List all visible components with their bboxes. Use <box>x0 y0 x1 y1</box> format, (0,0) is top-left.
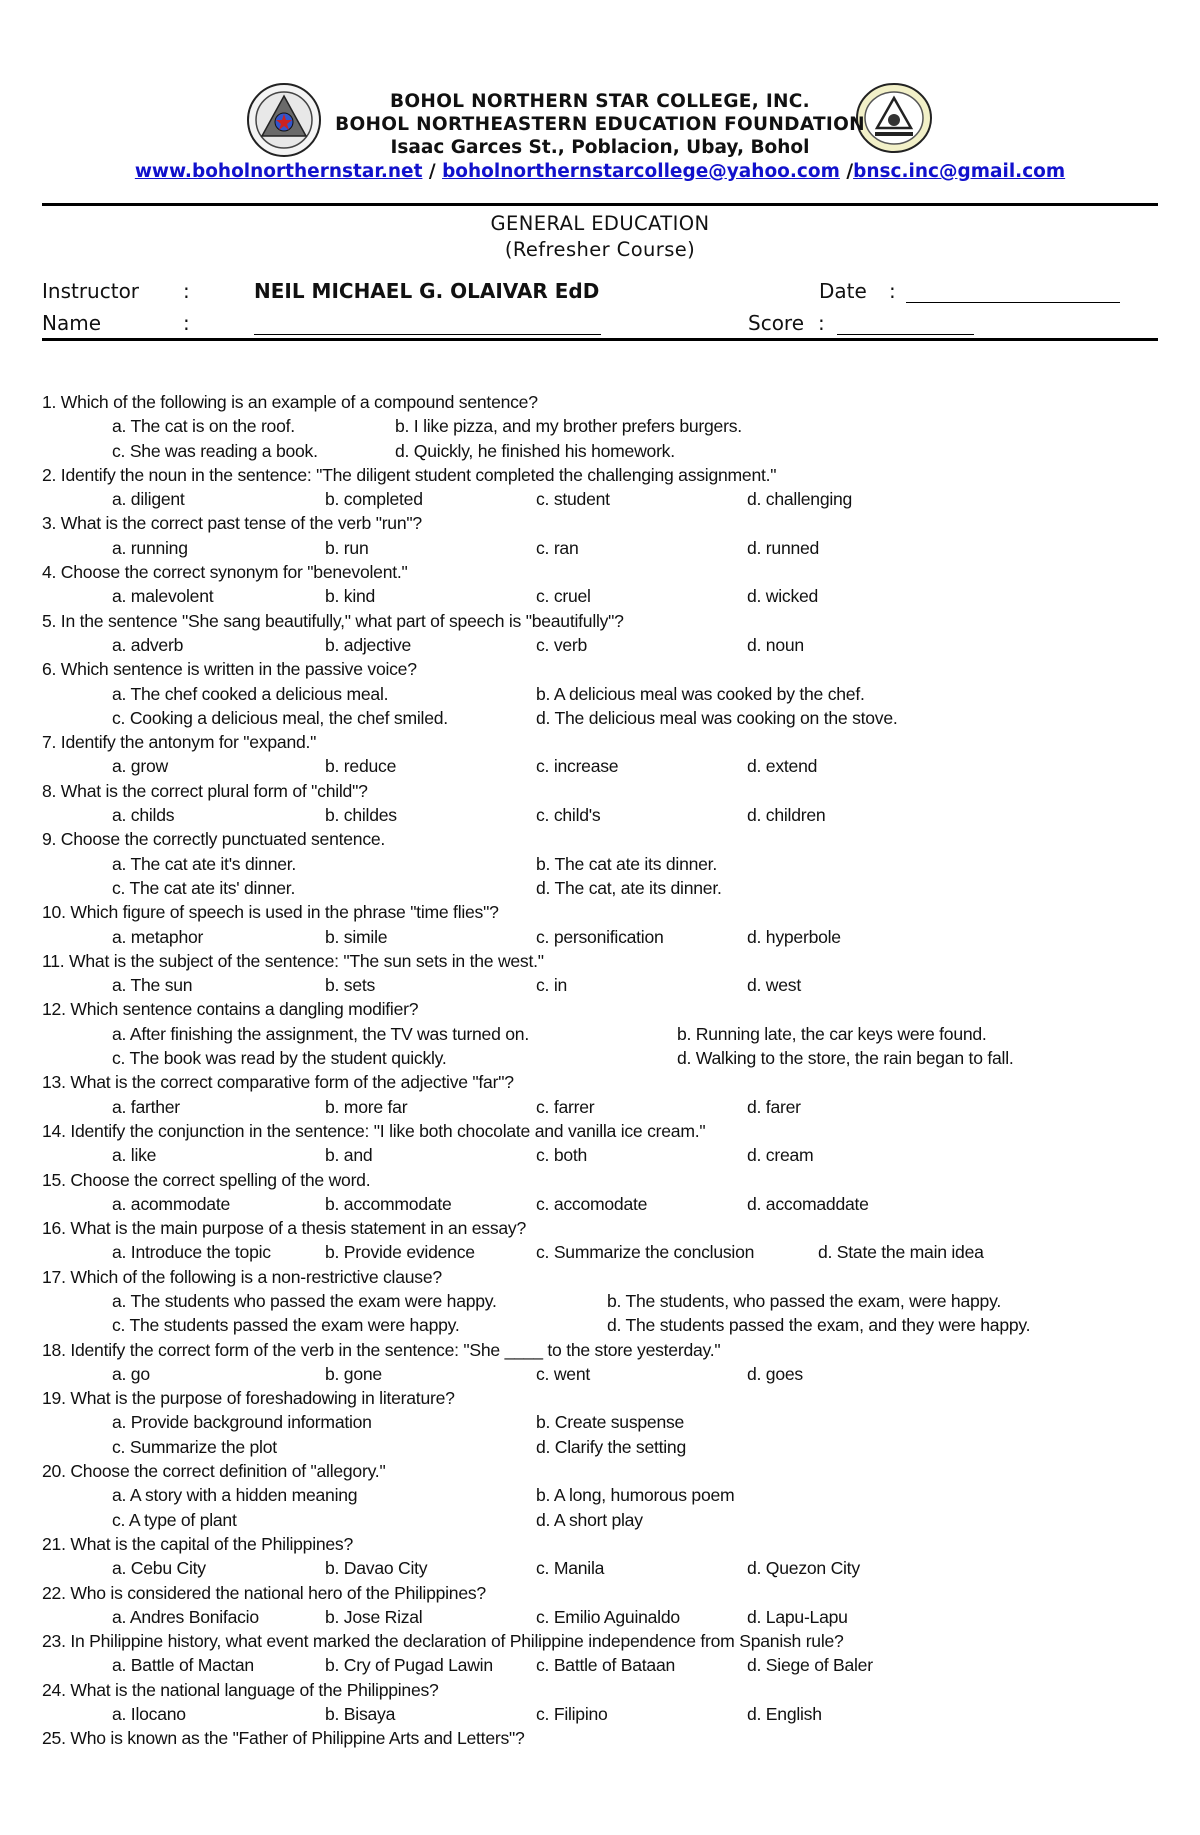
answer-choice: c. Battle of Bataan <box>536 1655 676 1676</box>
answer-choice: b. accommodate <box>325 1193 452 1214</box>
answer-choice: d. hyperbole <box>747 926 841 947</box>
website-link[interactable]: www.boholnorthernstar.net <box>134 161 423 182</box>
question-1-options <box>42 414 1172 438</box>
answer-choice: d. Quezon City <box>747 1558 860 1579</box>
answer-choice: b. A delicious meal was cooked by the chef. <box>536 683 865 704</box>
answer-choice: c. Manila <box>536 1558 605 1579</box>
question-13: 13. What is the correct comparative form of the adjective "far"? <box>42 1072 514 1093</box>
answer-choice: a. The cat ate it's dinner. <box>112 853 297 874</box>
answer-choice: c. student <box>536 489 610 510</box>
answer-choice: c. Emilio Aguinaldo <box>536 1606 680 1627</box>
answer-choice: b. childes <box>325 805 397 826</box>
question-2-options <box>42 487 1172 511</box>
question-12: 12. Which sentence contains a dangling modifier? <box>42 999 419 1020</box>
answer-choice: a. Ilocano <box>112 1704 186 1725</box>
answer-choice: d. Lapu-Lapu <box>747 1606 848 1627</box>
answer-choice: c. The students passed the exam were happy. <box>112 1315 460 1336</box>
answer-choice: d. runned <box>747 537 820 558</box>
instructor-label: Instructor <box>42 279 140 303</box>
separator: / <box>422 161 443 182</box>
contact-links <box>0 159 1200 184</box>
question-24: 24. What is the national language of the Philippines? <box>42 1679 439 1700</box>
question-19-options <box>42 1435 1172 1459</box>
answer-choice: c. She was reading a book. <box>112 440 318 461</box>
answer-choice: d. The cat, ate its dinner. <box>536 877 722 898</box>
answer-choice: b. run <box>325 537 369 558</box>
question-22-options <box>42 1605 1172 1629</box>
yahoo-email-link[interactable]: boholnorthernstarcollege@yahoo.com <box>442 161 840 182</box>
answer-choice: a. Provide background information <box>112 1412 372 1433</box>
answer-choice: b. gone <box>325 1363 382 1384</box>
question-13-options <box>42 1095 1172 1119</box>
answer-choice: d. cream <box>747 1145 814 1166</box>
answer-choice: b. more far <box>325 1096 408 1117</box>
answer-choice: a. like <box>112 1145 157 1166</box>
question-23-options <box>42 1653 1172 1677</box>
answer-choice: d. Walking to the store, the rain began to fall. <box>677 1048 1014 1069</box>
answer-choice: c. The cat ate its' dinner. <box>112 877 296 898</box>
answer-choice: a. Introduce the topic <box>112 1242 271 1263</box>
question-7-options <box>42 754 1172 778</box>
answer-choice: a. The sun <box>112 975 193 996</box>
answer-choice: c. personification <box>536 926 664 947</box>
answer-choice: c. ran <box>536 537 579 558</box>
answer-choice: d. Quickly, he finished his homework. <box>395 440 675 461</box>
exam-subtitle: (Refresher Course) <box>504 238 696 261</box>
address: Isaac Garces St., Poblacion, Ubay, Bohol <box>390 137 810 158</box>
question-4-options <box>42 584 1172 608</box>
answer-choice: d. extend <box>747 756 818 777</box>
question-4: 4. Choose the correct synonym for "benevolent." <box>42 562 408 583</box>
answer-choice: b. reduce <box>325 756 397 777</box>
answer-choice: c. farrer <box>536 1096 595 1117</box>
answer-choice: a. running <box>112 537 188 558</box>
question-19: 19. What is the purpose of foreshadowing in literature? <box>42 1388 455 1409</box>
answer-choice: a. The students who passed the exam were happy. <box>112 1290 497 1311</box>
date-label: Date <box>819 279 867 303</box>
score-label: Score <box>748 311 805 335</box>
question-21: 21. What is the capital of the Philippines? <box>42 1533 354 1554</box>
question-1: 1. Which of the following is an example of a compound sentence? <box>42 392 538 412</box>
answer-choice: c. verb <box>536 634 588 655</box>
question-23: 23. In Philippine history, what event marked the declaration of Philippine independence from Spanish rule? <box>42 1631 844 1652</box>
question-list <box>42 390 1172 1751</box>
answer-choice: d. west <box>747 975 801 996</box>
question-6-options <box>42 682 1172 706</box>
answer-choice: d. children <box>747 805 826 826</box>
answer-choice: a. After finishing the assignment, the TV was turned on. <box>112 1023 529 1044</box>
answer-choice: a. acommodate <box>112 1193 231 1214</box>
answer-choice: c. both <box>536 1145 588 1166</box>
question-19-options <box>42 1410 1172 1434</box>
date-colon: : <box>889 279 896 303</box>
answer-choice: c. increase <box>536 756 619 777</box>
answer-choice: c. The book was read by the student quickly. <box>112 1048 447 1069</box>
answer-choice: a. farther <box>112 1096 180 1117</box>
question-10-options <box>42 925 1172 949</box>
question-15: 15. Choose the correct spelling of the word. <box>42 1169 371 1190</box>
question-11: 11. What is the subject of the sentence: "The sun sets in the west." <box>42 950 544 971</box>
institution-header <box>0 90 1200 184</box>
answer-choice: b. The cat ate its dinner. <box>536 853 717 874</box>
question-8-options <box>42 803 1172 827</box>
header-divider <box>42 203 1158 206</box>
answer-choice: b. Davao City <box>325 1558 428 1579</box>
score-colon: : <box>818 311 825 335</box>
question-18: 18. Identify the correct form of the verb in the sentence: "She ____ to the store yesterday." <box>42 1339 721 1360</box>
answer-choice: d. challenging <box>747 489 853 510</box>
answer-choice: c. went <box>536 1363 590 1384</box>
answer-choice: d. State the main idea <box>818 1242 984 1263</box>
answer-choice: a. grow <box>112 756 168 777</box>
answer-choice: c. Cooking a delicious meal, the chef smiled. <box>112 707 448 728</box>
answer-choice: a. diligent <box>112 489 185 510</box>
name-field[interactable] <box>254 334 601 335</box>
question-1-options <box>42 439 1172 463</box>
answer-choice: c. Filipino <box>536 1704 608 1725</box>
answer-choice: a. The chef cooked a delicious meal. <box>112 683 389 704</box>
question-2: 2. Identify the noun in the sentence: "The diligent student completed the challenging assignment." <box>42 464 777 485</box>
answer-choice: a. metaphor <box>112 926 204 947</box>
answer-choice: b. Bisaya <box>325 1704 396 1725</box>
answer-choice: d. accomaddate <box>747 1193 869 1214</box>
question-15-options <box>42 1192 1172 1216</box>
answer-choice: a. adverb <box>112 634 184 655</box>
question-25: 25. Who is known as the "Father of Philippine Arts and Letters"? <box>42 1728 525 1749</box>
question-16: 16. What is the main purpose of a thesis statement in an essay? <box>42 1218 526 1239</box>
answer-choice: b. Provide evidence <box>325 1242 475 1263</box>
question-11-options <box>42 973 1172 997</box>
question-9-options <box>42 876 1172 900</box>
question-20: 20. Choose the correct definition of "allegory." <box>42 1461 386 1482</box>
foundation-name: BOHOL NORTHEASTERN EDUCATION FOUNDATION <box>335 114 865 135</box>
answer-choice: b. simile <box>325 926 388 947</box>
college-name: BOHOL NORTHERN STAR COLLEGE, INC. <box>390 91 810 112</box>
question-6-options <box>42 706 1172 730</box>
answer-choice: c. in <box>536 975 568 996</box>
question-3-options <box>42 536 1172 560</box>
answer-choice: b. A long, humorous poem <box>536 1485 735 1506</box>
question-6: 6. Which sentence is written in the passive voice? <box>42 659 417 680</box>
answer-choice: d. The students passed the exam, and they were happy. <box>607 1315 1031 1336</box>
answer-choice: c. cruel <box>536 586 591 607</box>
instructor-colon: : <box>183 279 190 303</box>
question-20-options <box>42 1508 1172 1532</box>
answer-choice: b. adjective <box>325 634 411 655</box>
answer-choice: c. Summarize the conclusion <box>536 1242 755 1263</box>
answer-choice: b. sets <box>325 975 376 996</box>
answer-choice: a. Cebu City <box>112 1558 206 1579</box>
question-21-options <box>42 1556 1172 1580</box>
answer-choice: b. Jose Rizal <box>325 1606 423 1627</box>
answer-choice: c. accomodate <box>536 1193 648 1214</box>
question-12-options <box>42 1046 1172 1070</box>
question-17-options <box>42 1289 1172 1313</box>
question-20-options <box>42 1483 1172 1507</box>
answer-choice: b. Cry of Pugad Lawin <box>325 1655 493 1676</box>
question-17: 17. Which of the following is a non-restrictive clause? <box>42 1266 442 1287</box>
answer-choice: c. A type of plant <box>112 1509 237 1530</box>
answer-choice: d. wicked <box>747 586 819 607</box>
name-label: Name <box>42 311 102 335</box>
question-18-options <box>42 1362 1172 1386</box>
answer-choice: a. A story with a hidden meaning <box>112 1485 358 1506</box>
question-9-options <box>42 852 1172 876</box>
answer-choice: a. The cat is on the roof. <box>112 416 295 437</box>
answer-choice: b. completed <box>325 489 423 510</box>
question-8: 8. What is the correct plural form of "child"? <box>42 780 368 801</box>
name-colon: : <box>183 311 190 335</box>
answer-choice: d. Siege of Baler <box>747 1655 873 1676</box>
answer-choice: a. Battle of Mactan <box>112 1655 254 1676</box>
answer-choice: d. goes <box>747 1363 803 1384</box>
answer-choice: a. go <box>112 1363 150 1384</box>
answer-choice: b. and <box>325 1145 373 1166</box>
exam-title: GENERAL EDUCATION <box>490 212 710 235</box>
question-14-options <box>42 1143 1172 1167</box>
question-7: 7. Identify the antonym for "expand." <box>42 732 317 753</box>
gmail-email-link[interactable]: bnsc.inc@gmail.com <box>853 161 1066 182</box>
question-22: 22. Who is considered the national hero of the Philippines? <box>42 1582 486 1603</box>
answer-choice: d. The delicious meal was cooking on the stove. <box>536 707 898 728</box>
question-3: 3. What is the correct past tense of the verb "run"? <box>42 513 422 534</box>
question-24-options <box>42 1702 1172 1726</box>
answer-choice: d. Clarify the setting <box>536 1436 686 1457</box>
answer-choice: b. The students, who passed the exam, were happy. <box>607 1290 1001 1311</box>
answer-choice: d. English <box>747 1704 822 1725</box>
answer-choice: d. A short play <box>536 1509 643 1530</box>
question-16-options <box>42 1240 1172 1264</box>
question-17-options <box>42 1313 1172 1337</box>
question-5: 5. In the sentence "She sang beautifully," what part of speech is "beautifully"? <box>42 610 624 631</box>
question-5-options <box>42 633 1172 657</box>
meta-divider <box>42 338 1158 341</box>
answer-choice: d. noun <box>747 634 804 655</box>
answer-choice: a. Andres Bonifacio <box>112 1606 259 1627</box>
answer-choice: c. child's <box>536 805 601 826</box>
question-14: 14. Identify the conjunction in the sentence: "I like both chocolate and vanilla ice cream." <box>42 1120 706 1141</box>
score-field[interactable] <box>837 334 974 335</box>
instructor-value: NEIL MICHAEL G. OLAIVAR EdD <box>254 279 600 303</box>
question-9: 9. Choose the correctly punctuated sentence. <box>42 829 386 850</box>
answer-choice: b. Create suspense <box>536 1412 685 1433</box>
answer-choice: b. kind <box>325 586 376 607</box>
answer-choice: b. Running late, the car keys were found. <box>677 1023 987 1044</box>
question-12-options <box>42 1022 1172 1046</box>
answer-choice: d. farer <box>747 1096 801 1117</box>
date-field[interactable] <box>906 302 1120 303</box>
separator: / <box>839 161 854 182</box>
answer-choice: a. malevolent <box>112 586 214 607</box>
answer-choice: b. I like pizza, and my brother prefers burgers. <box>395 416 742 437</box>
answer-choice: c. Summarize the plot <box>112 1436 277 1457</box>
answer-choice: a. childs <box>112 805 175 826</box>
question-10: 10. Which figure of speech is used in the phrase "time flies"? <box>42 902 499 923</box>
